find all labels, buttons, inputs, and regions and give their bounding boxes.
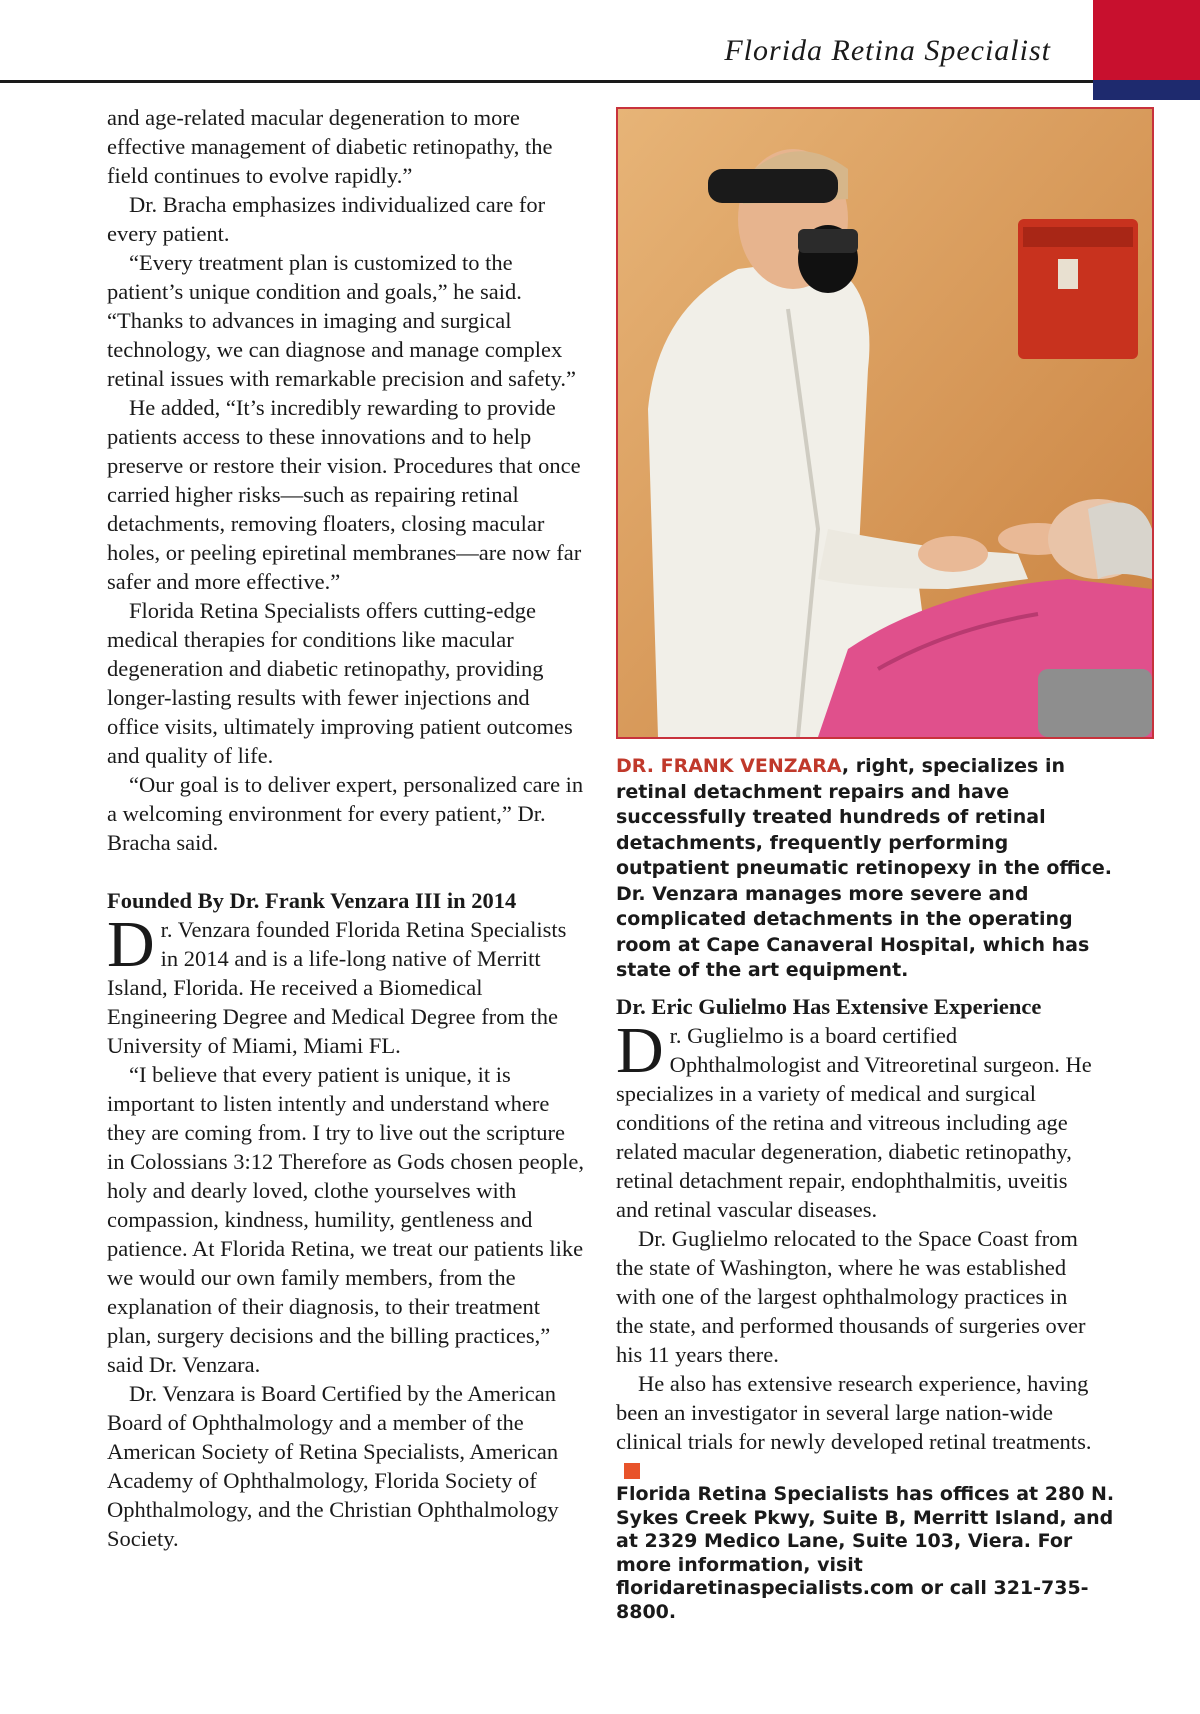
- paragraph: Dr. Venzara is Board Certified by the American Board of Ophthalmology and a member of the American Society of Retina Specialists, American Academy of Ophthalmology, Florida Society of Ophthalmology, and the Christian Ophthalmology Society.: [107, 1381, 559, 1551]
- section-heading-gulielmo: Dr. Eric Gulielmo Has Extensive Experience: [616, 994, 1042, 1019]
- drop-cap: D: [107, 908, 155, 981]
- paragraph: “Every treatment plan is customized to the patient’s unique condition and goals,” he said. “Thanks to advances in imaging and surgical technology, we can diagnose and manage complex retinal issues with remarkable precision and safety.”: [107, 250, 576, 391]
- caption-name: DR. FRANK VENZARA: [616, 755, 842, 777]
- corner-blue-bar: [1093, 80, 1200, 100]
- photo-illustration: [618, 109, 1152, 737]
- caption-text: , right, specializes in retinal detachment repairs and have successfully treated hundreds of retinal detachments, frequently performing outpatient pneumatic retinopexy in the office. Dr. Venzara manages more severe and complicated detachments in the operating room at Cape Canaveral Hospital, which has state of the art equipment.: [616, 755, 1112, 981]
- paragraph-text: r. Guglielmo is a board certified Ophthalmologist and Vitreoretinal surgeon. He specializes in a variety of medical and surgical conditions of the retina and vitreous including age related macular degeneration, diabetic retinopathy, retinal detachment repair, endophthalmitis, uveitis and retinal vascular diseases.: [616, 1023, 1092, 1222]
- left-column: [107, 103, 584, 1553]
- paragraph-text: r. Venzara founded Florida Retina Specialists in 2014 and is a life-long native of Merritt Island, Florida. He received a Biomedical Engineering Degree and Medical Degree from the University of Miami, Miami FL.: [107, 917, 567, 1058]
- paragraph: Dr. Guglielmo relocated to the Space Coast from the state of Washington, where he was established with one of the largest ophthalmology practices in the state, and performed thousands of surgeries over his 11 years there.: [616, 1226, 1086, 1367]
- paragraph: and age-related macular degeneration to more effective management of diabetic retinopathy, the field continues to evolve rapidly.”: [107, 105, 553, 188]
- doctor-exam-photo: [616, 107, 1154, 739]
- paragraph-with-dropcap: [107, 908, 584, 1060]
- photo-caption: [616, 754, 1116, 984]
- contact-info: Florida Retina Specialists has offices at 280 N. Sykes Creek Pkwy, Suite B, Merritt Island, and at 2329 Medico Lane, Suite 103, Viera. For more information, visit floridaretinaspecialists.com or call 321-735-8800.: [616, 1483, 1115, 1623]
- corner-color-block: [1093, 0, 1200, 100]
- paragraph: “I believe that every patient is unique, it is important to listen intently and understand where they are coming from. I try to live out the scripture in Colossians 3:12 Therefore as Gods chosen people, holy and dearly loved, clothe yourselves with compassion, kindness, humility, gentleness and patience. At Florida Retina, we treat our patients like we would our own family members, from the explanation of their diagnosis, to their treatment plan, surgery decisions and the billing practices,” said Dr. Venzara.: [107, 1062, 584, 1377]
- paragraph: Florida Retina Specialists offers cutting-edge medical therapies for conditions like macular degeneration and diabetic retinopathy, providing longer-lasting results with fewer injections and office visits, ultimately improving patient outcomes and quality of life.: [107, 598, 573, 768]
- paragraph: Dr. Bracha emphasizes individualized care for every patient.: [107, 192, 546, 246]
- section-heading-venzara: Founded By Dr. Frank Venzara III in 2014: [107, 888, 517, 913]
- corner-red-bar: [1093, 0, 1200, 80]
- paragraph: He added, “It’s incredibly rewarding to provide patients access to these innovations and to help preserve or restore their vision. Procedures that once carried higher risks—such as repairing retinal detachments, removing floaters, closing macular holes, or peeling epiretinal membranes—are now far safer and more effective.”: [107, 395, 582, 594]
- paragraph-with-dropcap: [616, 1014, 1094, 1224]
- running-header: [0, 0, 1093, 83]
- paragraph-text: He also has extensive research experience, having been an investigator in several large nation-wide clinical trials for newly developed retinal treatments.: [616, 1371, 1092, 1454]
- paragraph: [616, 1369, 1094, 1485]
- right-column: [616, 992, 1094, 1485]
- drop-cap: D: [616, 1014, 664, 1087]
- running-title: Florida Retina Specialist: [724, 34, 1051, 67]
- paragraph: “Our goal is to deliver expert, personalized care in a welcoming environment for every patient,” Dr. Bracha said.: [107, 772, 584, 855]
- end-mark-icon: [624, 1463, 640, 1479]
